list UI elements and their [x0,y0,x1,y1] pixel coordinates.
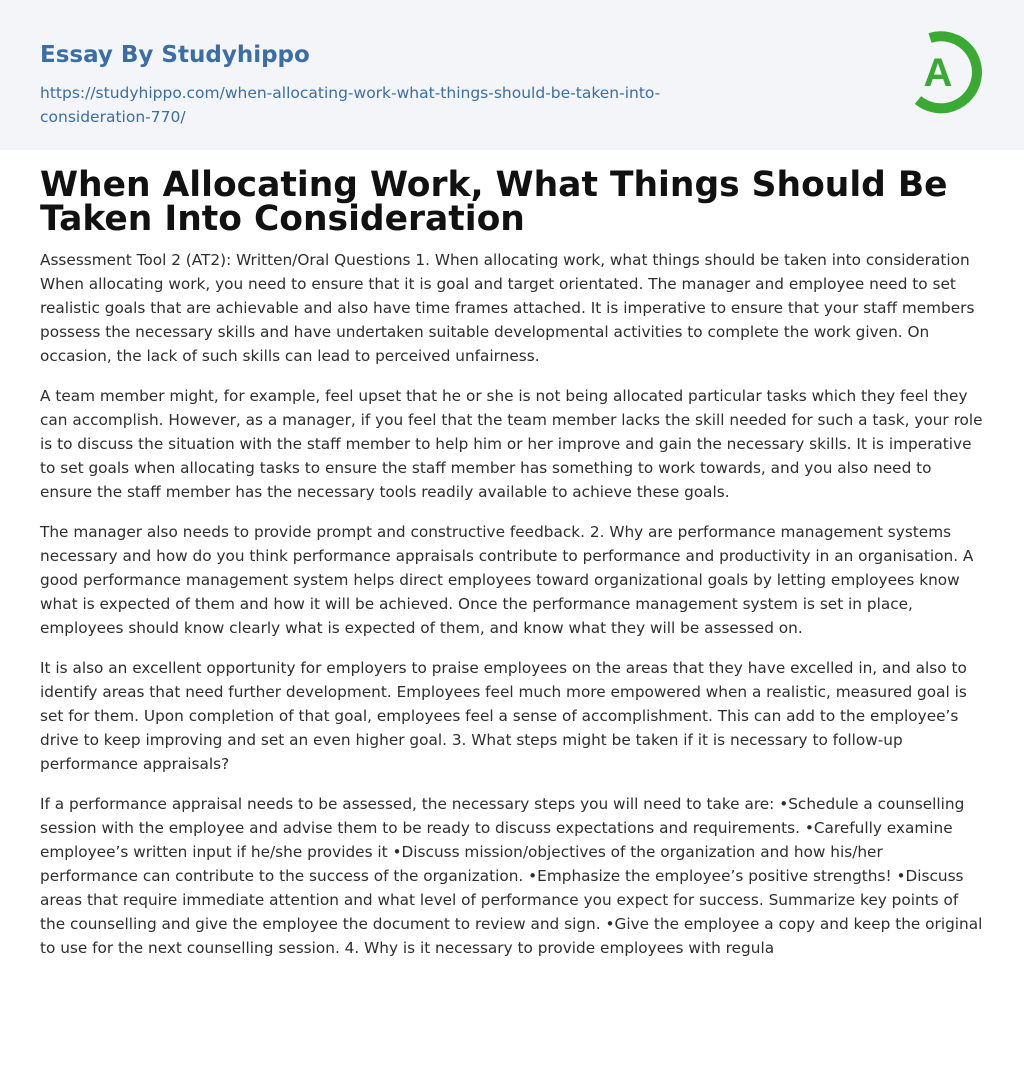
studyhippo-logo-icon[interactable] [908,28,988,116]
article [40,165,985,960]
site-header [0,0,1024,150]
article-paragraph: A team member might, for example, feel upset that he or she is not being allocated particular tasks which they feel they can accomplish. However, as a manager, if you feel that the team member lacks the skill needed for such a task, your role is to discuss the situation with the staff member to help him or her improve and gain the necessary skills. It is imperative to set goals when allocating tasks to ensure the staff member has something to work towards, and you also need to ensure the staff member has the necessary tools readily available to achieve these goals. [40,387,983,501]
logo-letter: A [923,51,953,95]
article-paragraph: Assessment Tool 2 (AT2): Written/Oral Questions 1. When allocating work, what things should be taken into consideration When allocating work, you need to ensure that it is goal and target orientated. The manager and employee need to set realistic goals that are achievable and also have time frames attached. It is imperative to ensure that your staff members possess the necessary skills and have undertaken suitable developmental activities to complete the work given. On occasion, the lack of such skills can lead to perceived unfairness. [40,251,975,365]
source-url-link[interactable]: https://studyhippo.com/when-allocating-work-what-things-should-be-taken-into-consideration-770/ [40,84,661,126]
article-title: When Allocating Work, What Things Should Be Taken Into Consideration [40,165,948,239]
brand-title[interactable]: Essay By Studyhippo [40,42,310,68]
article-paragraph: If a performance appraisal needs to be assessed, the necessary steps you will need to take are: •Schedule a counselling session with the employee and advise them to be ready to discuss expectations and requirements. •Carefully examine employee’s written input if he/she provides it •Discuss mission/objectives of the organization and how his/her performance can contribute to the success of the organization. •Emphasize the employee’s positive strengths! •Discuss areas that require immediate attention and what level of performance you expect for success. Summarize key points of the counselling and give the employee the document to review and sign. •Give the employee a copy and keep the original to use for the next counselling session. 4. Why is it necessary to provide employees with regula [40,795,983,957]
article-paragraph: It is also an excellent opportunity for employers to praise employees on the areas that they have excelled in, and also to identify areas that need further development. Employees feel much more empowered when a realistic, measured goal is set for them. Upon completion of that goal, employees feel a sense of accomplishment. This can add to the employee’s drive to keep improving and set an even higher goal. 3. What steps might be taken if it is necessary to follow-up performance appraisals? [40,659,967,773]
article-paragraph: The manager also needs to provide prompt and constructive feedback. 2. Why are performance management systems necessary and how do you think performance appraisals contribute to performance and productivity in an organisation. A good performance management system helps direct employees toward organizational goals by letting employees know what is expected of them and how it will be achieved. Once the performance management system is set in place, employees should know clearly what is expected of them, and know what they will be assessed on. [40,523,974,637]
